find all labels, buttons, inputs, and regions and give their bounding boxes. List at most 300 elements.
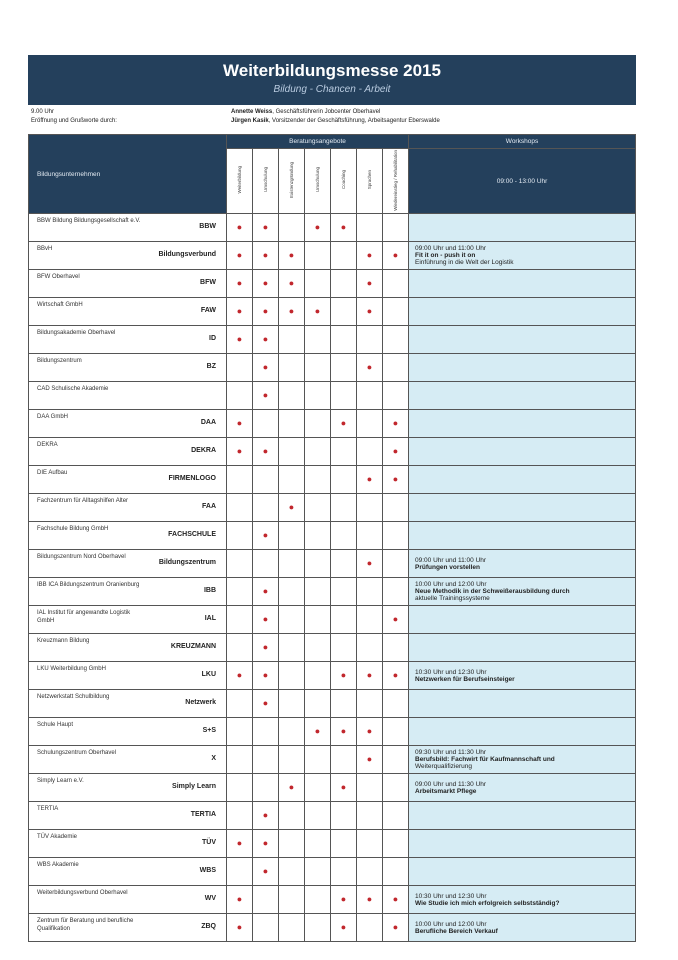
workshop-line: Neue Methodik in der Schweißerausbildung durch <box>415 588 570 595</box>
table-row <box>29 830 636 858</box>
offer-dot-icon: ● <box>262 810 269 820</box>
offer-cell <box>331 410 357 438</box>
provider-name: Bildungszentrum <box>37 358 82 364</box>
offer-cell <box>305 550 331 578</box>
provider-name: Fachschule Bildung GmbH <box>37 526 109 532</box>
provider-name: IAL Institut für angewandte Logistik GmbH <box>37 610 131 624</box>
workshop-cell <box>409 494 636 522</box>
offer-cell <box>331 522 357 550</box>
offer-cell <box>357 634 383 662</box>
offer-cell <box>227 578 253 606</box>
workshop-cell <box>409 382 636 410</box>
offer-cell <box>227 606 253 634</box>
speaker-1-role: , Geschäftsführerin Jobcenter Oberhavel <box>272 109 381 115</box>
provider-name: Simply Learn e.V. <box>37 778 84 784</box>
offer-cell <box>383 410 409 438</box>
offer-cell <box>331 326 357 354</box>
offer-cell <box>331 802 357 830</box>
offer-dot-icon: ● <box>236 922 243 932</box>
provider-name: TÜV Akademie <box>37 834 78 840</box>
provider-logo: ZBQ <box>201 923 216 930</box>
offer-dot-icon: ● <box>392 418 399 428</box>
offer-dot-icon: ● <box>392 446 399 456</box>
offer-cell <box>305 410 331 438</box>
provider-cell <box>29 214 227 242</box>
offer-cell <box>227 550 253 578</box>
categories-header: Beratungsangebote <box>227 135 409 149</box>
provider-cell <box>29 858 227 886</box>
offer-cell <box>331 858 357 886</box>
provider-cell <box>29 886 227 914</box>
provider-name: Wirtschaft GmbH <box>37 302 83 308</box>
table-row <box>29 858 636 886</box>
offer-dot-icon: ● <box>262 222 269 232</box>
offer-dot-icon: ● <box>262 698 269 708</box>
offer-dot-icon: ● <box>288 278 295 288</box>
offer-dot-icon: ● <box>262 362 269 372</box>
offer-dot-icon: ● <box>340 782 347 792</box>
offer-cell <box>357 662 383 690</box>
provider-logo: IAL <box>204 615 216 622</box>
offer-cell <box>227 690 253 718</box>
offer-cell <box>357 326 383 354</box>
offer-dot-icon: ● <box>262 390 269 400</box>
offer-cell <box>253 382 279 410</box>
offer-cell <box>305 606 331 634</box>
offer-cell <box>227 718 253 746</box>
offer-cell <box>357 214 383 242</box>
table-row <box>29 270 636 298</box>
offer-dot-icon: ● <box>262 306 269 316</box>
offer-cell <box>305 718 331 746</box>
speaker-2-name: Jürgen Kasik <box>231 118 269 124</box>
table-row <box>29 466 636 494</box>
offer-dot-icon: ● <box>366 726 373 736</box>
offer-cell <box>357 410 383 438</box>
offer-cell <box>253 634 279 662</box>
offer-cell <box>383 522 409 550</box>
provider-logo: Simply Learn <box>172 783 216 790</box>
offer-cell <box>227 298 253 326</box>
offer-cell <box>253 410 279 438</box>
offer-cell <box>279 578 305 606</box>
offer-cell <box>253 690 279 718</box>
provider-name: DIE Aufbau <box>37 470 68 476</box>
offer-cell <box>279 886 305 914</box>
provider-cell <box>29 914 227 942</box>
provider-logo: ID <box>209 335 216 342</box>
provider-name: Kreuzmann Bildung <box>37 638 90 644</box>
workshop-line: 09:30 Uhr und 11:30 Uhr <box>415 749 487 756</box>
provider-cell <box>29 606 227 634</box>
offer-dot-icon: ● <box>340 894 347 904</box>
table-row <box>29 746 636 774</box>
provider-rows <box>29 214 636 942</box>
offer-cell <box>227 830 253 858</box>
workshop-line: 10:30 Uhr und 12:30 Uhr <box>415 668 487 676</box>
offer-cell <box>253 242 279 270</box>
offer-cell <box>279 298 305 326</box>
offer-cell <box>357 914 383 942</box>
offer-cell <box>305 466 331 494</box>
table-row <box>29 494 636 522</box>
provider-logo: WV <box>204 895 216 902</box>
provider-logo: Bildungszentrum <box>158 559 216 566</box>
offer-cell <box>305 354 331 382</box>
offer-cell <box>357 886 383 914</box>
offer-cell <box>253 270 279 298</box>
offer-dot-icon: ● <box>392 474 399 484</box>
offer-dot-icon: ● <box>236 894 243 904</box>
workshop-line: Berufsbild: Fachwirt für Kaufmannschaft und <box>415 756 555 763</box>
provider-cell <box>29 830 227 858</box>
provider-logo: IBB <box>203 587 216 594</box>
offer-dot-icon: ● <box>236 334 243 344</box>
offer-cell <box>357 466 383 494</box>
workshop-line: 10:00 Uhr und 12:00 Uhr <box>415 581 487 588</box>
intro-left <box>28 108 231 134</box>
offer-cell <box>383 830 409 858</box>
offer-dot-icon: ● <box>366 754 373 764</box>
offer-cell <box>253 830 279 858</box>
offer-cell <box>227 494 253 522</box>
provider-name: Schule Haupt <box>37 722 74 728</box>
provider-logo: KREUZMANN <box>170 643 216 650</box>
offer-cell <box>357 270 383 298</box>
offer-cell <box>227 522 253 550</box>
offer-cell <box>253 354 279 382</box>
offer-cell <box>227 242 253 270</box>
offer-cell <box>305 830 331 858</box>
offer-dot-icon: ● <box>236 446 243 456</box>
provider-name: BBvH <box>37 246 53 252</box>
offer-cell <box>253 466 279 494</box>
provider-name: Schulungszentrum Oberhavel <box>37 750 117 756</box>
table-row <box>29 606 636 634</box>
offer-cell <box>331 298 357 326</box>
offer-cell <box>305 578 331 606</box>
offer-dot-icon: ● <box>262 250 269 260</box>
category-header: Wiedereinstieg / Rehabilitation <box>383 149 409 214</box>
offer-cell <box>279 718 305 746</box>
workshop-line: Prüfungen vorstellen <box>415 563 481 571</box>
provider-cell <box>29 578 227 606</box>
workshop-line: Fit it on - push it on <box>415 252 476 259</box>
offer-dot-icon: ● <box>262 278 269 288</box>
provider-cell <box>29 634 227 662</box>
offer-cell <box>305 690 331 718</box>
offer-cell <box>331 214 357 242</box>
offer-cell <box>305 382 331 410</box>
provider-cell <box>29 494 227 522</box>
offer-cell <box>331 438 357 466</box>
table-row <box>29 354 636 382</box>
table-row <box>29 522 636 550</box>
offer-dot-icon: ● <box>366 362 373 372</box>
offer-cell <box>331 718 357 746</box>
workshop-cell <box>409 270 636 298</box>
offer-dot-icon: ● <box>340 670 347 680</box>
workshop-line: 10:00 Uhr und 12:00 Uhr <box>415 920 487 928</box>
provider-name: Bildungszentrum Nord Oberhavel <box>37 554 126 560</box>
provider-logo: BBW <box>199 223 216 230</box>
offer-cell <box>331 634 357 662</box>
offer-cell <box>253 662 279 690</box>
workshop-cell <box>409 438 636 466</box>
offer-cell <box>357 690 383 718</box>
offer-cell <box>383 662 409 690</box>
workshop-line: Wie Studie ich mich erfolgreich selbstständig? <box>415 899 560 907</box>
offer-cell <box>331 914 357 942</box>
table-row <box>29 438 636 466</box>
workshop-cell <box>409 578 636 606</box>
intro-speaker-2 <box>231 117 440 126</box>
provider-cell <box>29 774 227 802</box>
offer-cell <box>331 354 357 382</box>
offer-cell <box>305 634 331 662</box>
offer-cell <box>357 578 383 606</box>
workshop-cell <box>409 746 636 774</box>
provider-name: Bildungsakademie Oberhavel <box>37 330 116 336</box>
offer-dot-icon: ● <box>288 250 295 260</box>
speaker-1-name: Annette Weiss <box>231 109 273 115</box>
offer-dot-icon: ● <box>236 250 243 260</box>
workshop-cell <box>409 354 636 382</box>
provider-logo: X <box>211 755 216 762</box>
offer-dot-icon: ● <box>314 726 321 736</box>
provider-logo: WBS <box>199 867 216 874</box>
offer-cell <box>227 270 253 298</box>
offer-cell <box>357 494 383 522</box>
offer-cell <box>305 270 331 298</box>
offer-dot-icon: ● <box>262 530 269 540</box>
table-row <box>29 382 636 410</box>
table-row <box>29 802 636 830</box>
workshop-line: 09:00 Uhr und 11:30 Uhr <box>415 780 487 788</box>
workshop-line: 10:30 Uhr und 12:30 Uhr <box>415 892 487 900</box>
provider-logo: FACHSCHULE <box>168 531 216 538</box>
provider-name: CAD Schulische Akademie <box>37 386 109 392</box>
provider-name: DAA GmbH <box>37 414 69 420</box>
offer-cell <box>383 214 409 242</box>
offer-dot-icon: ● <box>392 614 399 624</box>
intro-opening: Eröffnung und Grußworte durch: <box>31 118 117 124</box>
workshop-cell <box>409 802 636 830</box>
offer-dot-icon: ● <box>262 642 269 652</box>
offer-cell <box>331 830 357 858</box>
offer-dot-icon: ● <box>340 418 347 428</box>
offer-dot-icon: ● <box>236 670 243 680</box>
offer-cell <box>279 746 305 774</box>
offer-cell <box>331 494 357 522</box>
workshop-cell <box>409 690 636 718</box>
provider-logo: DAA <box>200 419 216 426</box>
provider-name: DEKRA <box>37 442 58 448</box>
offer-dot-icon: ● <box>340 922 347 932</box>
offer-cell <box>253 886 279 914</box>
offer-dot-icon: ● <box>366 250 373 260</box>
offer-cell <box>227 410 253 438</box>
offer-cell <box>279 830 305 858</box>
table-row <box>29 326 636 354</box>
offer-cell <box>383 466 409 494</box>
provider-cell <box>29 270 227 298</box>
offer-cell <box>305 242 331 270</box>
offer-cell <box>279 662 305 690</box>
provider-cell <box>29 382 227 410</box>
offer-cell <box>305 774 331 802</box>
provider-cell <box>29 242 227 270</box>
provider-cell <box>29 550 227 578</box>
table-row <box>29 634 636 662</box>
provider-cell <box>29 718 227 746</box>
workshop-line: 09:00 Uhr und 11:00 Uhr <box>415 556 487 564</box>
offer-dot-icon: ● <box>366 278 373 288</box>
offer-cell <box>305 746 331 774</box>
offer-dot-icon: ● <box>262 586 269 596</box>
offer-cell <box>253 522 279 550</box>
offer-cell <box>357 802 383 830</box>
offer-cell <box>383 242 409 270</box>
table-row <box>29 662 636 690</box>
offer-cell <box>383 774 409 802</box>
offer-cell <box>253 606 279 634</box>
offer-dot-icon: ● <box>236 222 243 232</box>
intro-time: 9.00 Uhr <box>31 109 55 115</box>
offer-cell <box>357 718 383 746</box>
offer-cell <box>253 578 279 606</box>
offer-dot-icon: ● <box>262 446 269 456</box>
workshop-cell <box>409 914 636 942</box>
provider-cell <box>29 690 227 718</box>
provider-logo: Bildungsverbund <box>158 251 216 258</box>
provider-logo: BZ <box>206 363 216 370</box>
provider-table <box>28 134 636 942</box>
offer-cell <box>383 326 409 354</box>
provider-cell <box>29 354 227 382</box>
offer-cell <box>383 858 409 886</box>
offer-dot-icon: ● <box>314 222 321 232</box>
providers-header: Bildungsunternehmen <box>29 135 227 214</box>
title-bar <box>28 55 636 105</box>
offer-dot-icon: ● <box>366 558 373 568</box>
offer-cell <box>383 802 409 830</box>
offer-cell <box>383 606 409 634</box>
offer-cell <box>383 298 409 326</box>
offer-dot-icon: ● <box>366 306 373 316</box>
intro-speaker-1 <box>231 108 440 117</box>
offer-dot-icon: ● <box>288 306 295 316</box>
provider-cell <box>29 326 227 354</box>
offer-cell <box>279 466 305 494</box>
offer-cell <box>253 718 279 746</box>
offer-cell <box>227 858 253 886</box>
offer-cell <box>227 214 253 242</box>
workshop-cell <box>409 662 636 690</box>
offer-cell <box>227 662 253 690</box>
offer-cell <box>305 438 331 466</box>
offer-cell <box>279 326 305 354</box>
provider-name: Zentrum für Beratung und berufliche Qualifikation <box>37 918 134 932</box>
provider-name: Weiterbildungsverbund Oberhavel <box>37 890 128 896</box>
offer-cell <box>279 914 305 942</box>
offer-cell <box>305 914 331 942</box>
workshop-cell <box>409 214 636 242</box>
provider-name: Netzwerkstatt Schulbildung <box>37 694 110 700</box>
offer-cell <box>331 886 357 914</box>
offer-cell <box>331 242 357 270</box>
offer-cell <box>383 886 409 914</box>
table-row <box>29 886 636 914</box>
workshop-cell <box>409 774 636 802</box>
offer-cell <box>227 886 253 914</box>
offer-cell <box>227 382 253 410</box>
offer-cell <box>305 858 331 886</box>
offer-cell <box>227 802 253 830</box>
offer-cell <box>279 802 305 830</box>
table-row <box>29 914 636 942</box>
offer-dot-icon: ● <box>366 894 373 904</box>
offer-cell <box>331 774 357 802</box>
offer-cell <box>227 354 253 382</box>
offer-cell <box>357 606 383 634</box>
offer-dot-icon: ● <box>392 670 399 680</box>
provider-logo: FAA <box>202 503 216 510</box>
offer-cell <box>253 438 279 466</box>
workshops-time: 09:00 - 13:00 Uhr <box>409 149 636 214</box>
offer-cell <box>227 438 253 466</box>
page-title: Weiterbildungsmesse 2015 <box>223 61 441 80</box>
offer-dot-icon: ● <box>236 418 243 428</box>
offer-cell <box>305 522 331 550</box>
provider-name: LKU Weiterbildung GmbH <box>37 666 106 672</box>
offer-cell <box>253 774 279 802</box>
offer-cell <box>253 326 279 354</box>
offer-cell <box>227 774 253 802</box>
intro-right <box>231 108 440 134</box>
table-row <box>29 550 636 578</box>
provider-logo: FIRMENLOGO <box>168 475 216 482</box>
offer-cell <box>383 690 409 718</box>
offer-cell <box>357 858 383 886</box>
offer-dot-icon: ● <box>366 474 373 484</box>
workshop-cell <box>409 886 636 914</box>
offer-cell <box>253 746 279 774</box>
workshop-line: Netzwerken für Berufseinsteiger <box>415 675 515 683</box>
category-header: Umschulung <box>305 149 331 214</box>
offer-cell <box>383 438 409 466</box>
table-row <box>29 298 636 326</box>
offer-cell <box>305 298 331 326</box>
offer-cell <box>331 690 357 718</box>
provider-logo: S+S <box>202 727 216 734</box>
offer-cell <box>279 242 305 270</box>
table-row <box>29 774 636 802</box>
offer-cell <box>279 494 305 522</box>
offer-cell <box>305 494 331 522</box>
offer-cell <box>227 746 253 774</box>
offer-dot-icon: ● <box>288 782 295 792</box>
provider-logo: FAW <box>200 307 216 314</box>
offer-cell <box>357 438 383 466</box>
workshop-line: 09:00 Uhr und 11:00 Uhr <box>415 245 487 252</box>
provider-cell <box>29 438 227 466</box>
provider-logo: TÜV <box>202 839 216 846</box>
provider-name: Fachzentrum für Alltagshilfen Alter <box>37 498 129 504</box>
offer-cell <box>331 466 357 494</box>
offer-dot-icon: ● <box>392 894 399 904</box>
offer-cell <box>357 382 383 410</box>
